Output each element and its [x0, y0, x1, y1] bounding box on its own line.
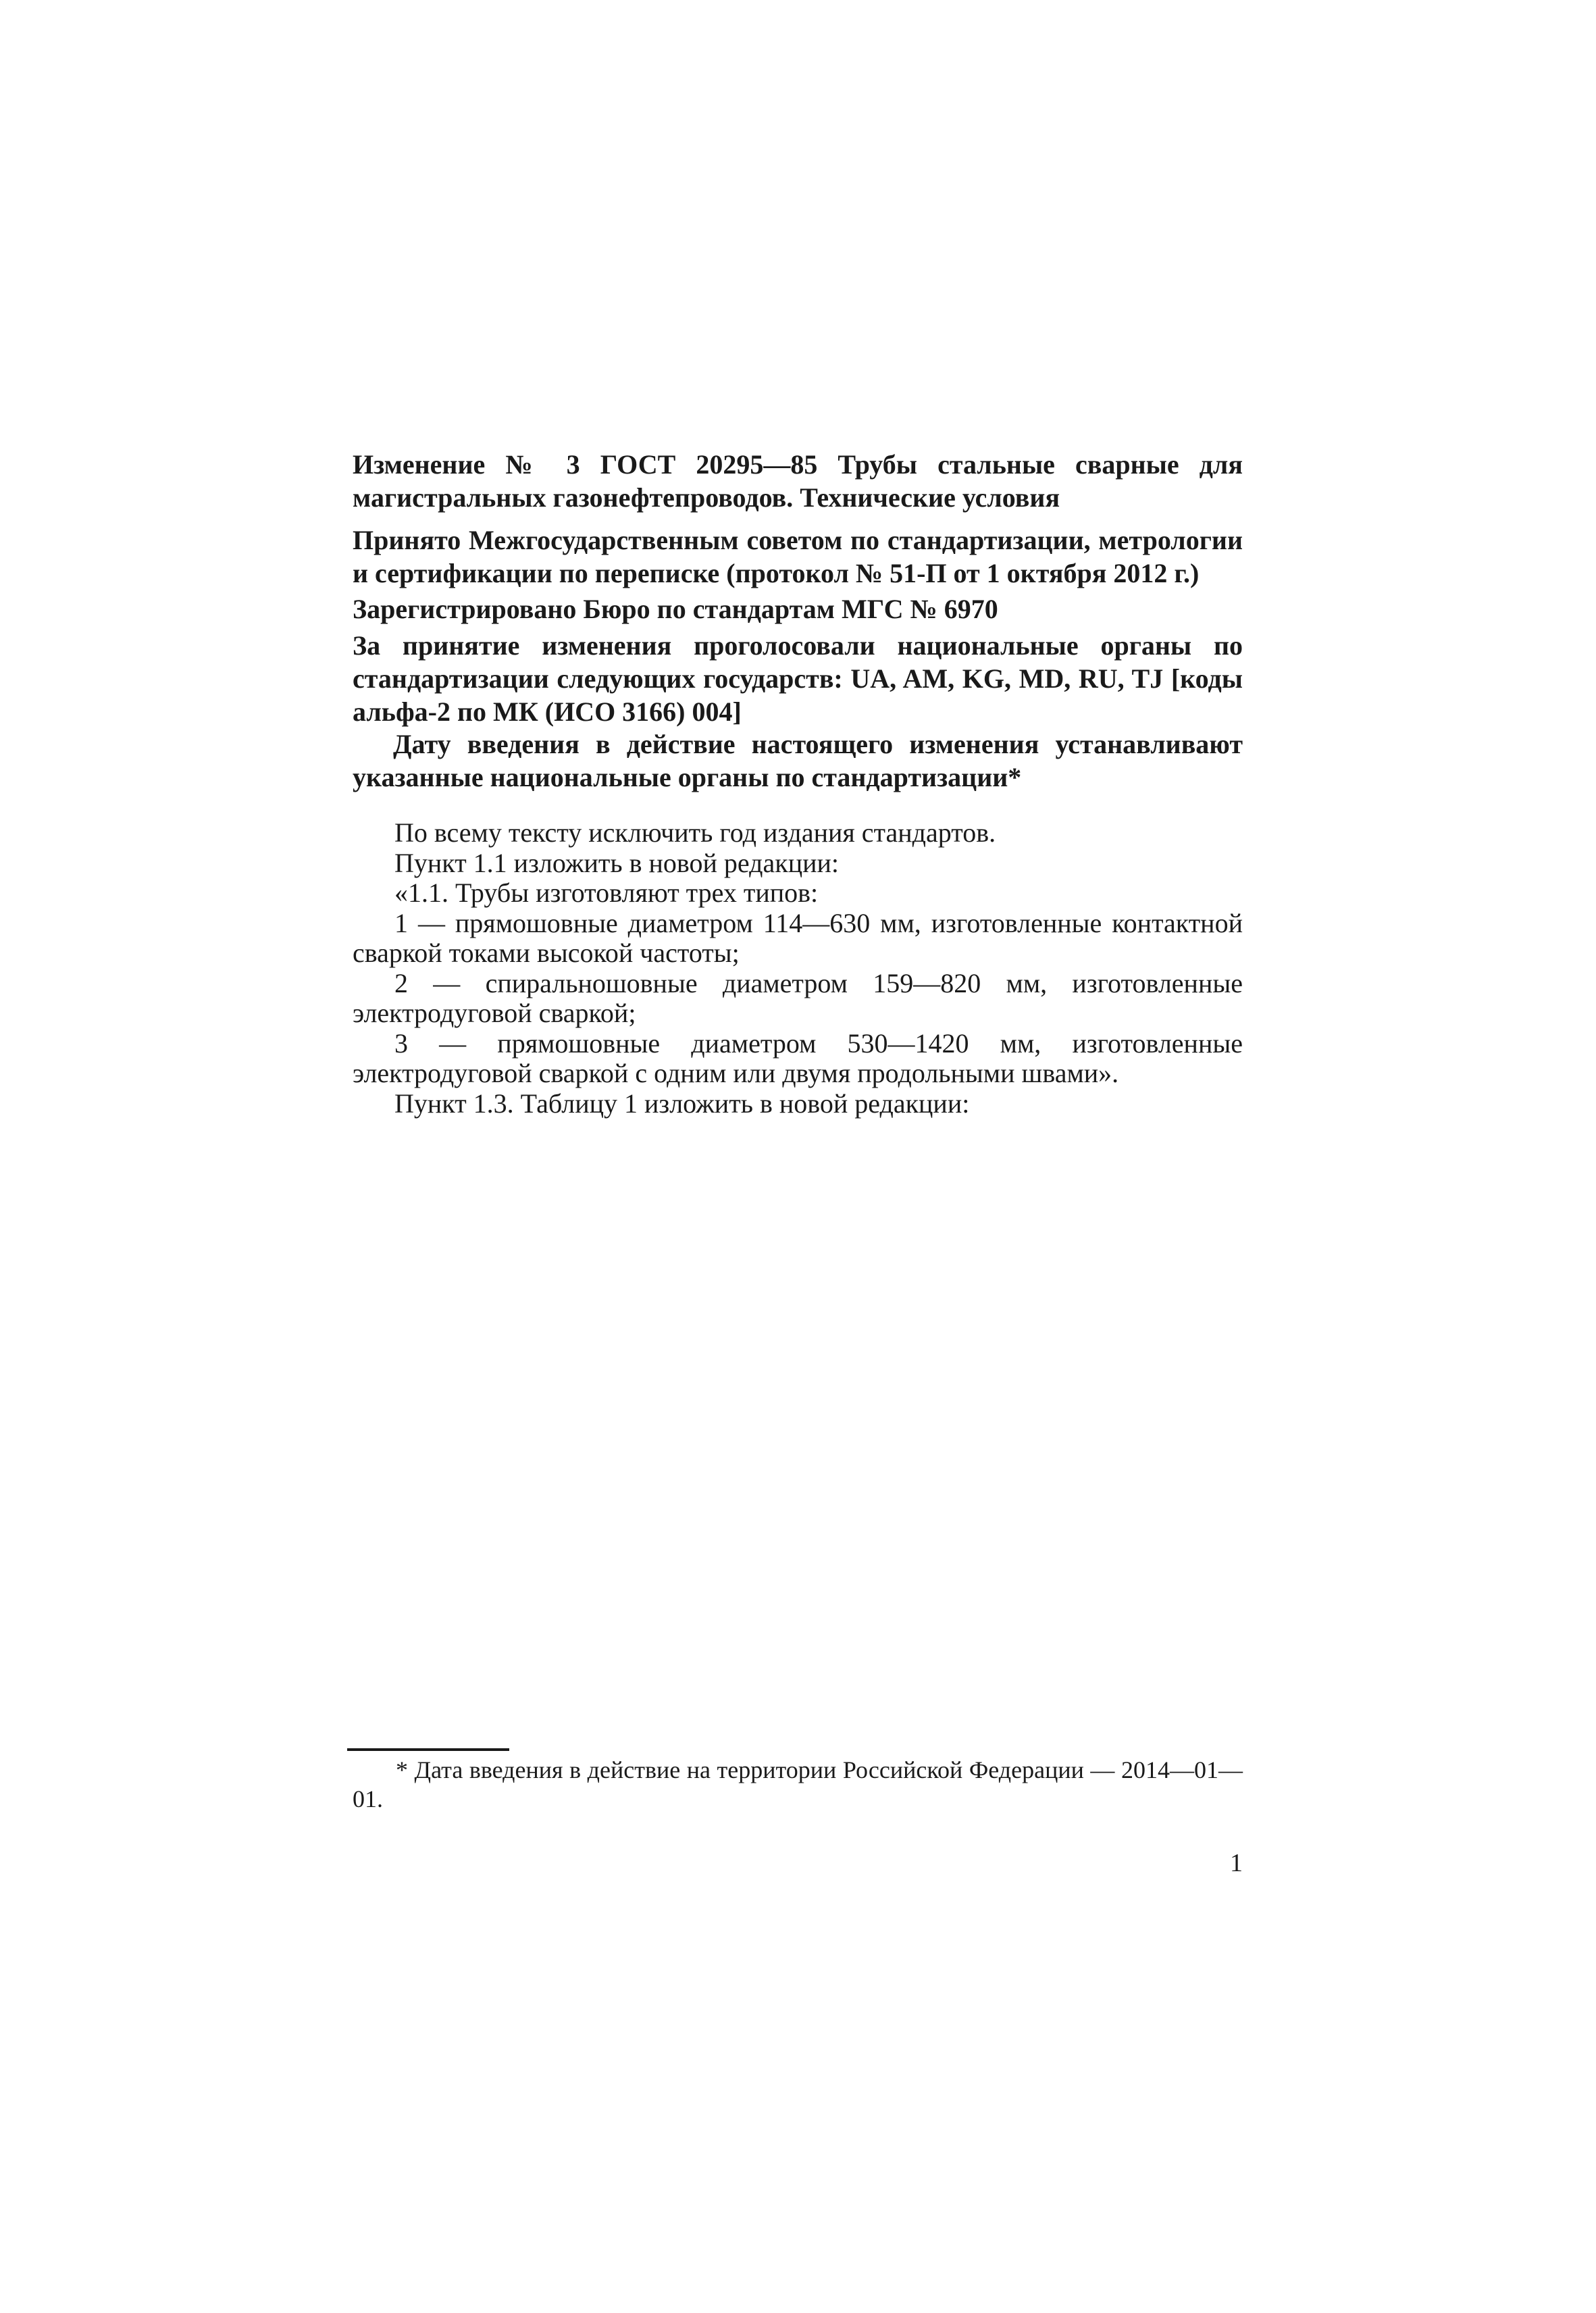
- footnote-divider: [347, 1748, 509, 1751]
- registration-statement: Зарегистрировано Бюро по стандартам МГС № 6970: [353, 594, 998, 624]
- page-number: 1: [1230, 1849, 1243, 1877]
- effective-date-statement: Дату введения в действие настоящего изменения устанавливают указанные национальные органы по стандартизации*: [353, 729, 1243, 792]
- amendment-body: [353, 818, 1243, 1119]
- body-paragraph: 1 — прямошовные диаметром 114—630 мм, изготовленные контактной сваркой токами высокой частоты;: [353, 907, 1243, 968]
- body-paragraph: Пункт 1.3. Таблицу 1 изложить в новой редакции:: [394, 1088, 970, 1119]
- adoption-statement: Принято Межгосударственным советом по стандартизации, метрологии и сертификации по переписке (протокол № 51-П от 1 октября 2012 г.): [353, 525, 1243, 588]
- footnote: [353, 1756, 1243, 1814]
- body-paragraph: По всему тексту исключить год издания стандартов.: [394, 817, 996, 848]
- body-paragraph: 2 — спиральношовные диаметром 159—820 мм, изготовленные электродуговой сваркой;: [353, 967, 1243, 1028]
- body-paragraph: «1.1. Трубы изготовляют трех типов:: [394, 878, 819, 908]
- body-paragraph: 3 — прямошовные диаметром 530—1420 мм, изготовленные электродуговой сваркой с одним или двумя продольными швами».: [353, 1027, 1243, 1088]
- body-paragraph: Пункт 1.1 изложить в новой редакции:: [394, 847, 840, 878]
- amendment-title: Изменение № 3 ГОСТ 20295—85 Трубы стальные сварные для магистральных газонефтепроводов. Технические условия: [353, 449, 1243, 513]
- voting-statement: За принятие изменения проголосовали национальные органы по стандартизации следующих государств: UA, AM, KG, MD, RU, TJ [коды альфа-2 по МК (ИСО 3166) 004]: [353, 630, 1243, 727]
- footnote-text: * Дата введения в действие на территории Российской Федерации — 2014—01—01.: [353, 1756, 1243, 1812]
